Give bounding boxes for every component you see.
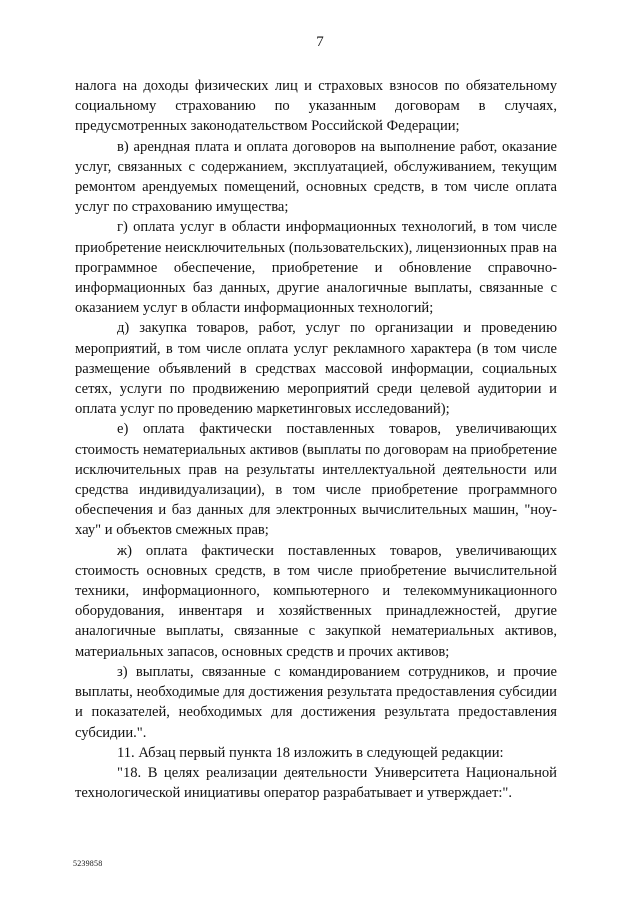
- paragraph-item-z: з) выплаты, связанные с командированием сотрудников, и прочие выплаты, необходимые для достижения результата предоставления субсидии и показателей, необходимых для достижения результата предоставления субсидии.".: [75, 663, 557, 741]
- document-body: [75, 76, 557, 803]
- paragraph-item-e: е) оплата фактически поставленных товаров, увеличивающих стоимость нематериальных активов (выплаты по договорам на приобретение исключительных прав на результаты интеллектуальной деятельности или средства индивидуализации), в том числе приобретение программного обеспечения и баз данных для электронных вычислительных машин, "ноу-хау" и объектов смежных прав;: [75, 421, 557, 539]
- paragraph-item-v: в) арендная плата и оплата договоров на выполнение работ, оказание услуг, связанных с содержанием, эксплуатацией, обслуживанием, текущим ремонтом арендуемых помещений, основных средств, в том числе оплата услуг по страхованию имущества;: [75, 138, 557, 216]
- paragraph-item-d: д) закупка товаров, работ, услуг по организации и проведению мероприятий, в том числе оплата услуг рекламного характера (в том числе размещение объявлений в средствах массовой информации, социальных сетях, услуги по продвижению мероприятий среди целевой аудитории и оплата услуг по проведению маркетинговых исследований);: [75, 320, 557, 418]
- paragraph-point-18-quote: "18. В целях реализации деятельности Университета Национальной технологической инициативы оператор разрабатывает и утверждает:".: [75, 764, 557, 802]
- document-code: 5239858: [73, 859, 103, 868]
- paragraph-income-tax-continuation: налога на доходы физических лиц и страховых взносов по обязательному социальному страхованию по указанным договорам в случаях, предусмотренных законодательством Российской Федерации;: [75, 78, 557, 135]
- paragraph-item-zh: ж) оплата фактически поставленных товаров, увеличивающих стоимость основных средств, в том числе приобретение вычислительной техники, информационного, компьютерного и телекоммуникационного оборудования, инвентаря и хозяйственных принадлежностей, другие аналогичные выплаты, связанные с закупкой нематериальных активов, материальных запасов, основных средств и прочих активов;: [75, 542, 557, 660]
- page-number: 7: [316, 34, 324, 50]
- paragraph-item-g: г) оплата услуг в области информационных технологий, в том числе приобретение неисключительных (пользовательских), лицензионных прав на программное обеспечение, приобретение и обновление справочно-информационных баз данных, другие аналогичные выплаты, связанные с оказанием услуг в области информационных технологий;: [75, 219, 557, 317]
- paragraph-point-11: 11. Абзац первый пункта 18 изложить в следующей редакции:: [117, 744, 504, 761]
